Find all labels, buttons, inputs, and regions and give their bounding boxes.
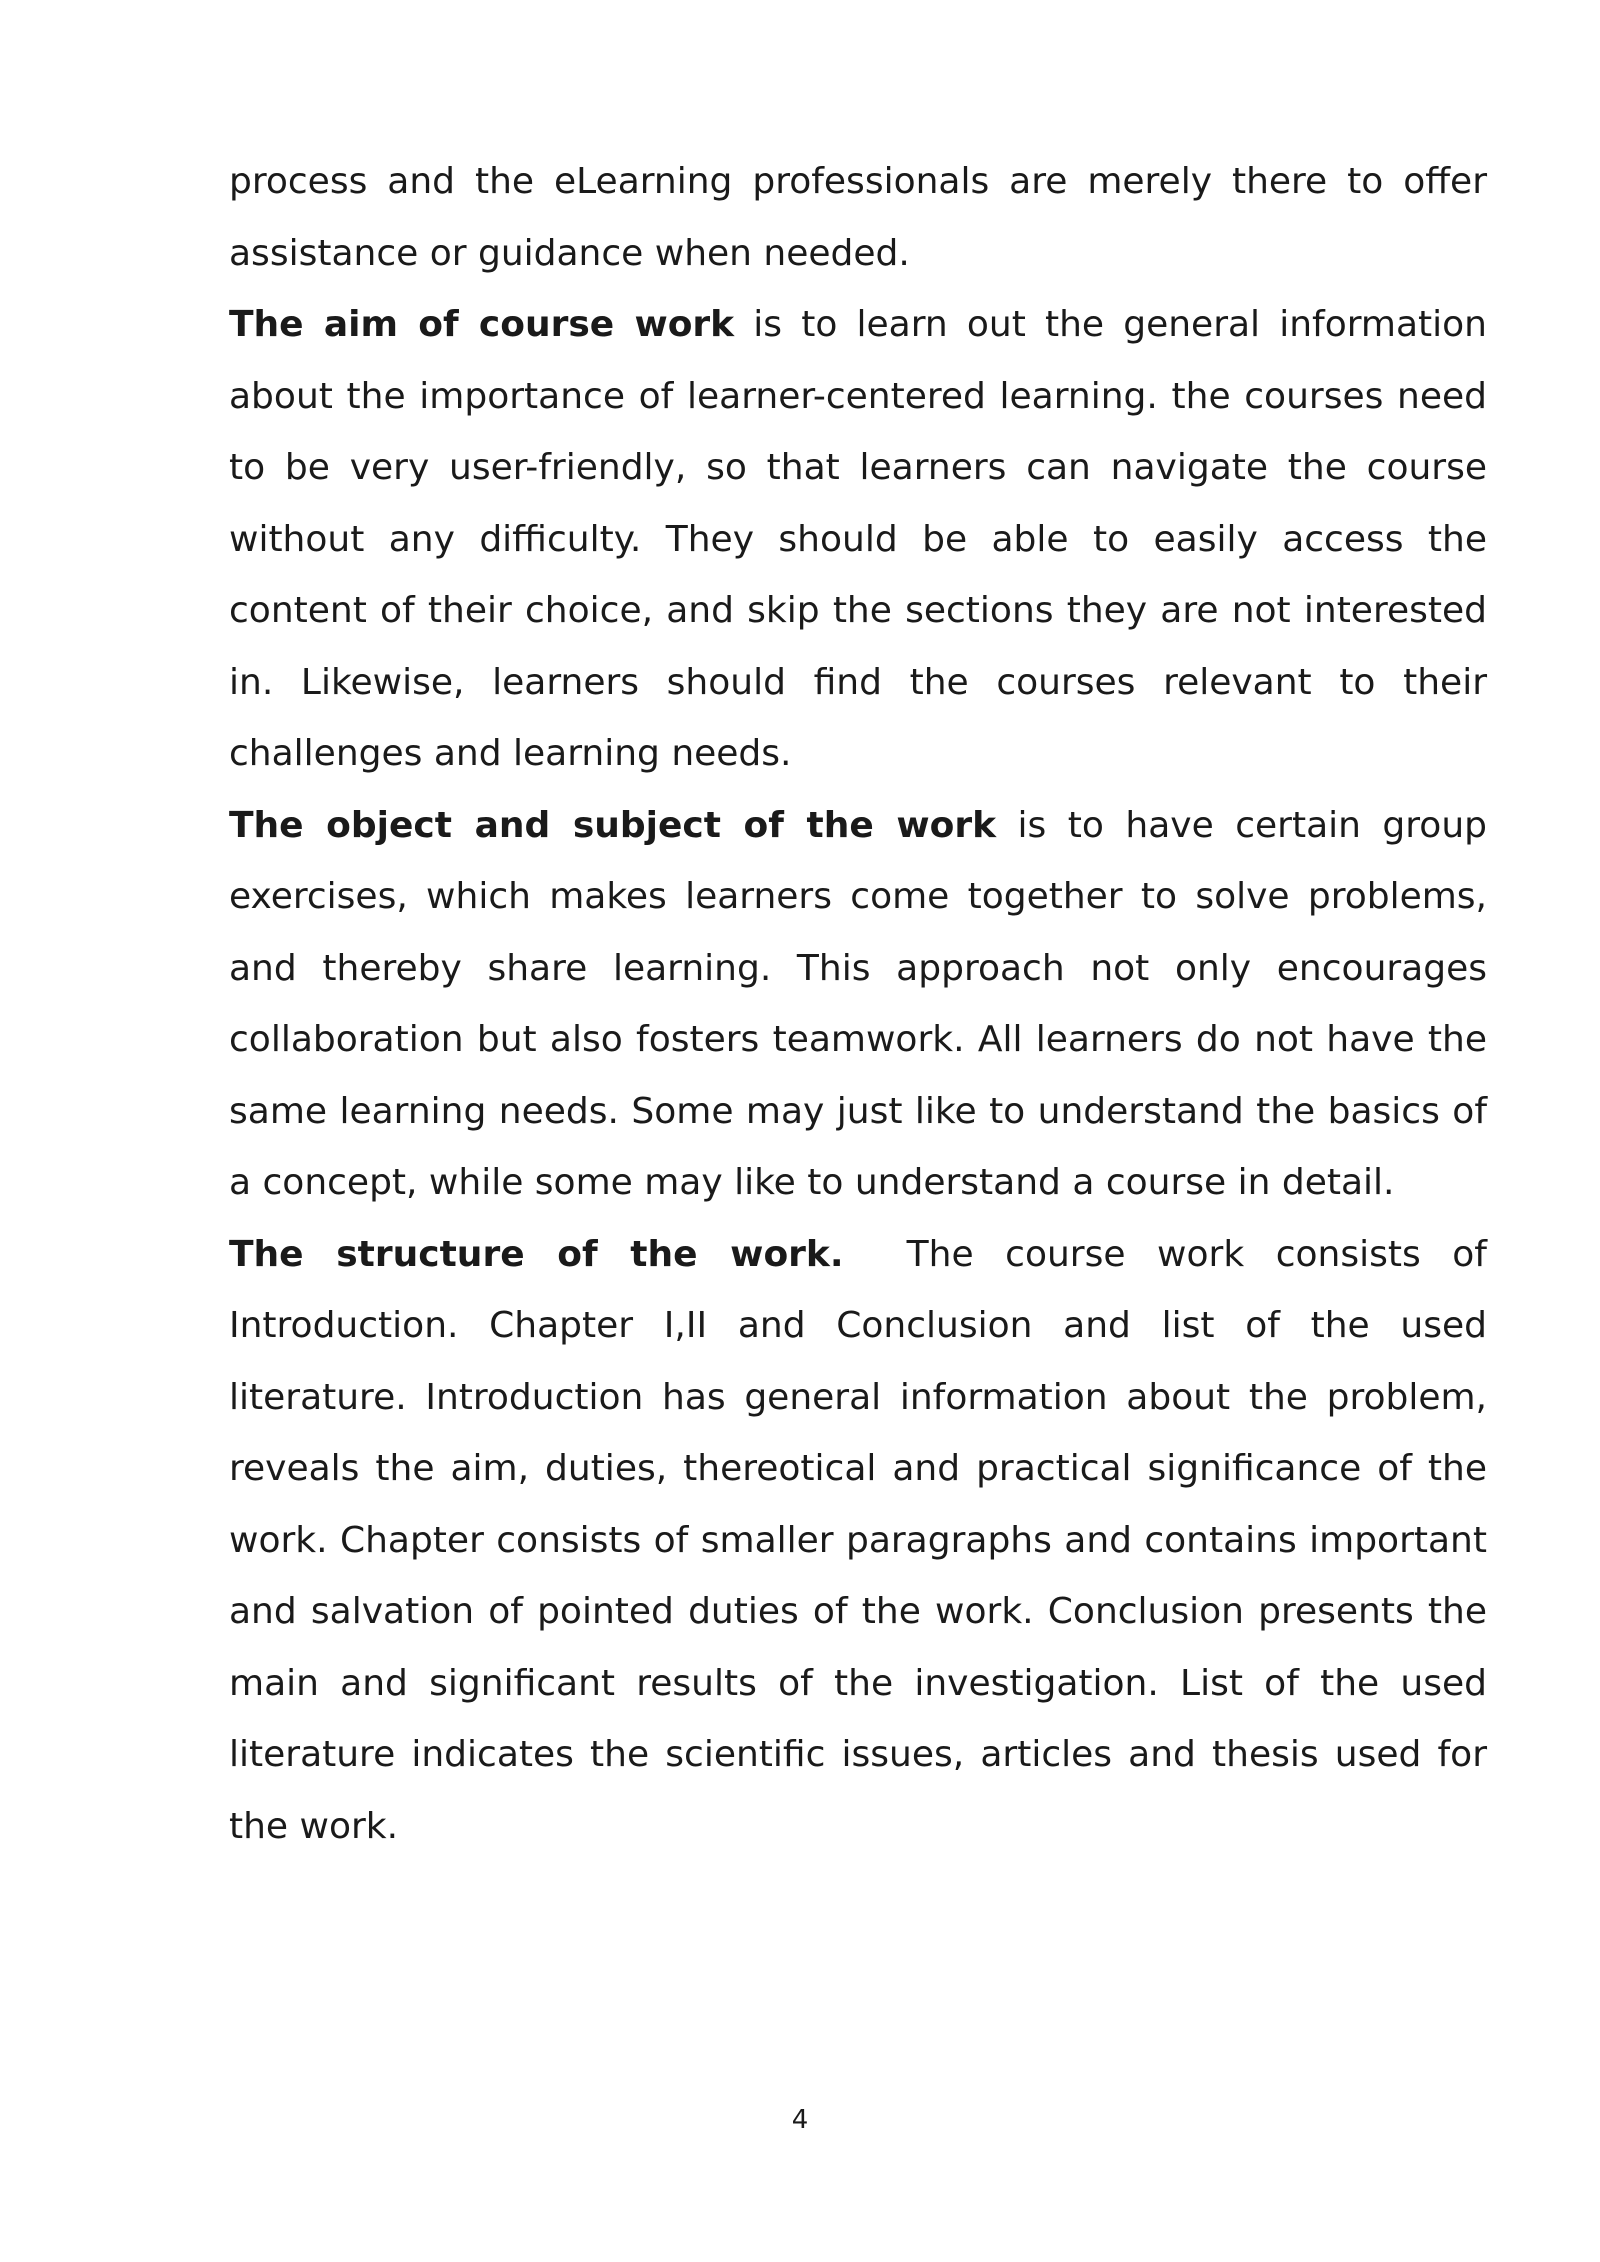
- paragraph-heading-structure: The structure of the work.: [229, 1233, 844, 1275]
- paragraph-text: The course work consists of Introduction. Chapter I,II and Conclusion and list of the used literature. Introduction has general information about the problem, reveals the aim, duties, thereotical and practical significance of the work. Chapter consists of smaller paragraphs and contains important and salvation of pointed duties of the work. Conclusion presents the main and significant results of the investigation. List of the used literature indicates the scientific issues, articles and thesis used for the work.: [229, 1233, 1499, 1847]
- body-text: [229, 146, 1499, 1862]
- paragraph-text: is to have certain group exercises, which makes learners come together to solve problems, and thereby share learning. This approach not only encourages collaboration but also fosters teamwork. All learners do not have the same learning needs. Some may just like to understand the basics of a concept, while some may like to understand a course in detail.: [229, 804, 1487, 1203]
- paragraph-intro-continuation: [229, 146, 1487, 289]
- paragraph-heading-aim: The aim of course work: [229, 304, 735, 345]
- page-number: 4: [791, 2105, 809, 2135]
- paragraph-text: process and the eLearning professionals are merely there to offer assistance or guidance when needed.: [229, 161, 1487, 274]
- paragraph-heading-object-subject: The object and subject of the work: [229, 804, 997, 846]
- paragraph-text: is to learn out the general information about the importance of learner-centered learning. the courses need to be very user-friendly, so that learners can navigate the course without any difficulty. They should be able to easily access the content of their choice, and skip the sections they are not interested in. Likewise, learners should find the courses relevant to their challenges and learning needs.: [229, 304, 1487, 774]
- paragraph-aim: [229, 289, 1487, 790]
- paragraph-structure: [229, 1219, 1499, 1863]
- paragraph-object-subject: [229, 790, 1487, 1219]
